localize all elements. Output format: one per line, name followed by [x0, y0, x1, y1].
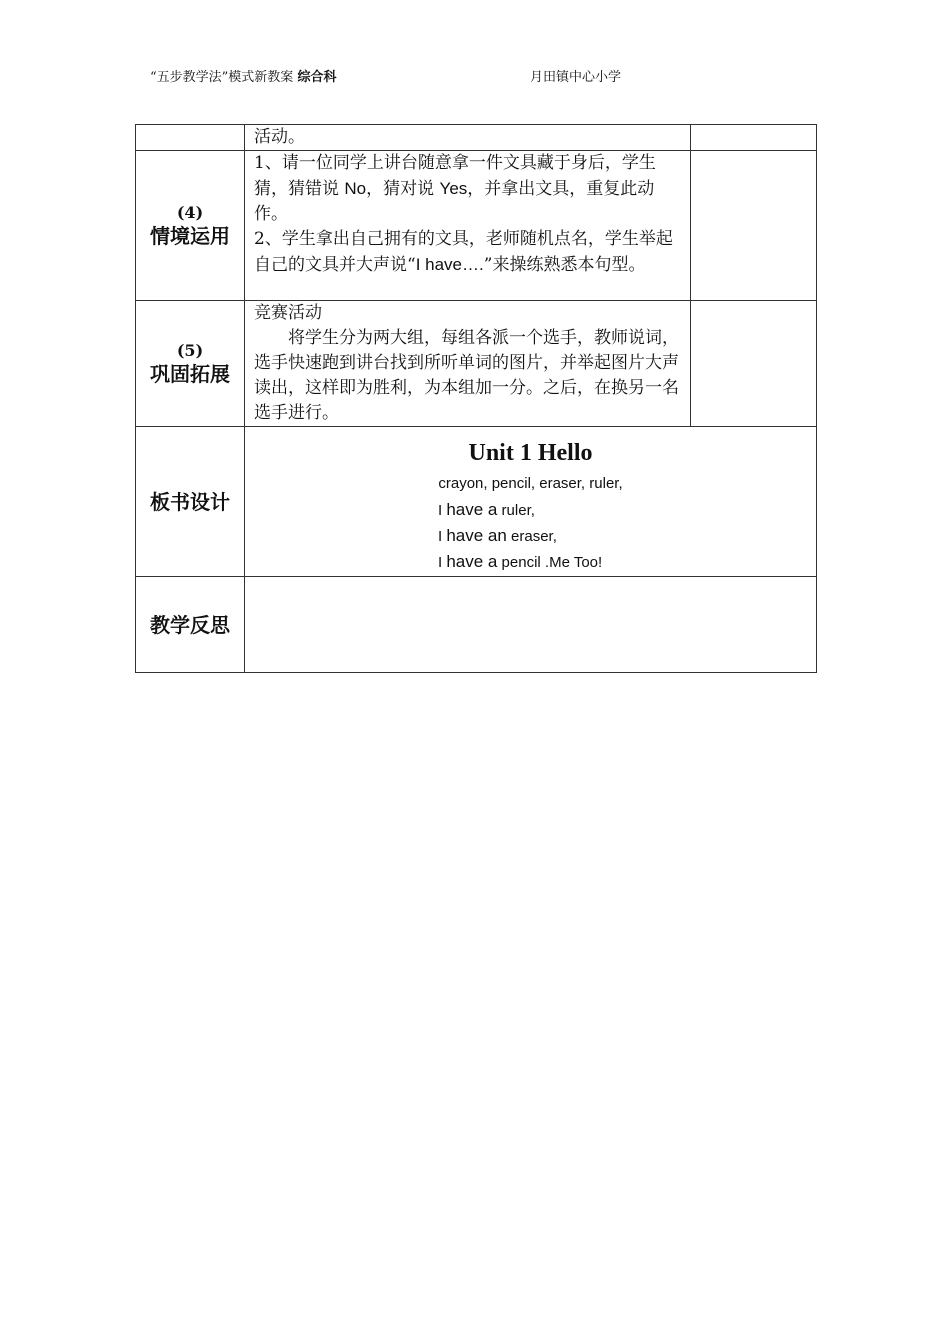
table-row — [136, 301, 817, 427]
section-label-reflection — [136, 577, 245, 673]
section-title: 教学反思 — [150, 612, 230, 637]
activity-item-1: 1、请一位同学上讲台随意拿一件文具藏于身后，学生猜，猜错说 No，猜对说 Yes，并拿出文具，重复此动作。 — [254, 153, 656, 224]
table-row — [136, 151, 817, 301]
content-cell: 活动。 — [245, 125, 691, 151]
notes-cell — [691, 151, 817, 301]
board-sentence-3: I have a pencil .Me Too! — [438, 551, 603, 571]
board-vocabulary: crayon, pencil, eraser, ruler, — [438, 474, 623, 492]
row-label-cell — [136, 125, 245, 151]
header-school: 月田镇中心小学 — [530, 70, 622, 85]
section-title: 巩固拓展 — [150, 361, 230, 386]
board-sentence-1: I have a ruler, — [438, 499, 535, 519]
board-title: Unit 1 Hello — [468, 439, 593, 466]
activity-description: 将学生分为两大组，每组各派一个选手，教师说词，选手快速跑到讲台找到所听单词的图片，并举起图片大声读出，这样即为胜利，为本组加一分。之后，在换另一名选手进行。 — [254, 328, 679, 423]
activity-heading: 竞赛活动 — [254, 303, 322, 323]
section-label-4 — [136, 151, 245, 301]
board-sentence-2: I have an eraser, — [438, 525, 557, 545]
activity-item-2: 2、学生拿出自己拥有的文具，老师随机点名，学生举起自己的文具并大声说“I have….”来操练熟悉本句型。 — [254, 229, 673, 275]
board-design-cell — [245, 427, 817, 577]
header-title: “五步教学法”模式新教案 综合科 — [150, 70, 337, 85]
content-cell — [245, 151, 691, 301]
header-subject: 综合科 — [297, 70, 337, 85]
section-label-board — [136, 427, 245, 577]
table-row — [136, 577, 817, 673]
reflection-cell — [245, 577, 817, 673]
notes-cell — [691, 301, 817, 427]
section-label-5 — [136, 301, 245, 427]
notes-cell — [691, 125, 817, 151]
lesson-plan-table — [135, 124, 817, 673]
table-row — [136, 125, 817, 151]
section-number: (4) — [176, 202, 204, 222]
section-title: 板书设计 — [150, 489, 230, 514]
content-cell — [245, 301, 691, 427]
section-number: (5) — [176, 340, 204, 360]
table-row — [136, 427, 817, 577]
section-title: 情境运用 — [150, 223, 230, 248]
page-header — [0, 66, 950, 88]
